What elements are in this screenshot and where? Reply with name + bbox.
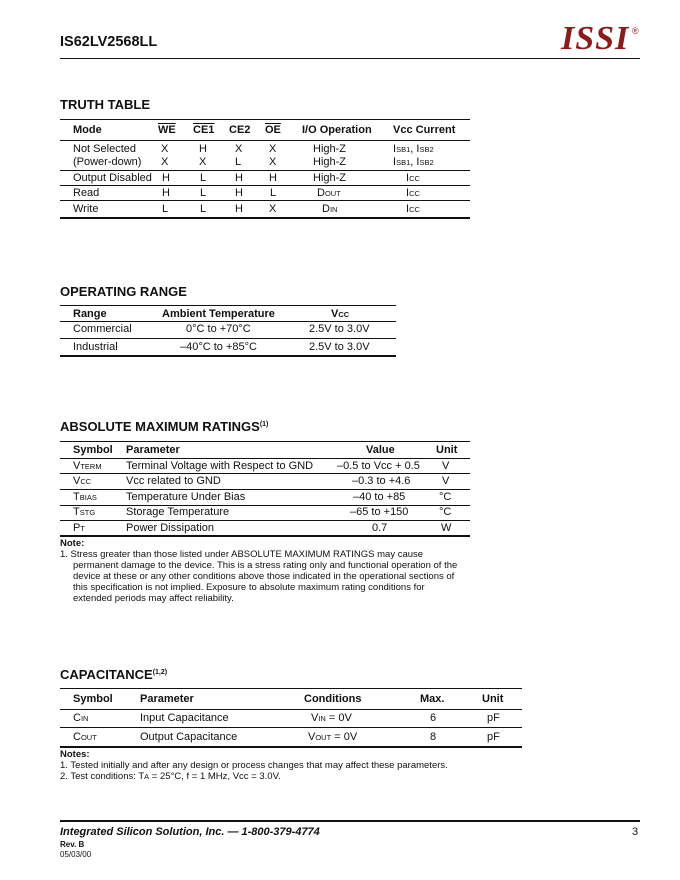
table-rule [60,489,470,490]
cell-value: –0.5 to Vcc + 0.5 [337,460,420,472]
cell-conditions: VOUT = 0V [308,731,358,743]
th-ce1: CE1 [193,124,215,136]
th-symbol: Symbol [73,693,113,705]
cell-io: DOUT [317,187,341,199]
cell-unit: W [441,522,452,534]
footer-revision: Rev. B [60,840,85,849]
table-rule [60,217,470,219]
cell-ce2: H [235,187,243,199]
table-rule [60,170,470,171]
table-rule [60,355,396,357]
cell-symbol: CIN [73,712,89,724]
cell-we: H [162,187,170,199]
cell-vcc: ICC [406,172,420,184]
cell-conditions: VIN = 0V [311,712,352,724]
cell-max: 8 [430,731,437,743]
cell-parameter: Storage Temperature [126,506,230,518]
cell-oe: H [269,172,277,184]
footer-date: 05/03/00 [60,850,92,859]
abs-max-note-label: Note: [60,538,85,549]
cell-value: 0.7 [372,522,388,534]
th-conditions: Conditions [304,693,362,705]
cell-io: DIN [322,203,338,215]
cell-ce2: X [235,143,243,155]
cell-ce1: H [199,143,207,155]
cell-oe: L [270,187,277,199]
cell-mode: (Power-down) [73,156,142,168]
cell-symbol: PT [73,522,85,534]
cell-max: 6 [430,712,437,724]
cell-io: High-Z [313,143,347,155]
cell-we: H [162,172,170,184]
cell-parameter: Temperature Under Bias [126,491,246,503]
operating-range-title: OPERATING RANGE [60,284,187,299]
cell-vcc: ISB1, ISB2 [393,156,434,168]
cell-temperature: 0°C to +70°C [186,323,251,335]
cell-oe: X [269,156,277,168]
table-rule [60,746,522,748]
cell-parameter: Vcc related to GND [126,475,221,487]
th-value: Value [366,444,395,456]
th-we: $\overline{WE}$ [158,124,176,136]
th-vcc: VCC [331,308,350,320]
th-vcc: Vcc Current [393,124,456,136]
registered-mark: ® [632,26,639,36]
cell-unit: V [442,460,450,472]
footer-company: Integrated Silicon Solution, Inc. — 1-800-379-4774 [60,826,320,838]
cell-we: L [162,203,169,215]
capacitance-note-2: 2. Test conditions: TA = 25°C, f = 1 MHz, Vcc = 3.0V. [60,771,281,782]
cell-mode: Output Disabled [73,172,152,184]
table-rule [60,338,396,339]
cell-ce1: L [200,172,207,184]
cell-vcc: ICC [406,187,420,199]
cell-oe: X [269,203,277,215]
issi-logo: ISSI [561,20,630,57]
table-rule [60,473,470,474]
cell-value: –40 to +85 [353,491,406,503]
cell-parameter: Power Dissipation [126,522,215,534]
cell-unit: V [442,475,450,487]
cell-symbol: TBIAS [73,491,97,503]
cell-symbol: COUT [73,731,97,743]
cell-value: –65 to +150 [350,506,409,518]
table-rule [60,140,470,141]
table-rule [60,535,470,537]
cell-vcc: 2.5V to 3.0V [309,341,370,353]
cell-value: –0.3 to +4.6 [352,475,411,487]
th-max: Max. [420,693,445,705]
th-ambient-temperature: Ambient Temperature [162,308,275,320]
cell-ce1: L [200,203,207,215]
capacitance-notes-label: Notes: [60,749,90,760]
cell-range: Industrial [73,341,118,353]
cell-we: X [161,156,169,168]
table-rule [60,458,470,459]
cell-ce2: H [235,172,243,184]
th-unit: Unit [436,444,458,456]
table-rule [60,520,470,521]
cell-ce1: L [200,187,207,199]
table-rule [60,727,522,728]
th-range: Range [73,308,107,320]
cell-parameter: Output Capacitance [140,731,238,743]
cell-vcc: 2.5V to 3.0V [309,323,370,335]
table-rule [60,119,470,120]
abs-max-title: ABSOLUTE MAXIMUM RATINGS$^{(1)}$ [60,419,269,434]
cell-symbol: VCC [73,475,92,487]
capacitance-title: CAPACITANCE$^{(1,2)}$ [60,667,168,682]
cell-parameter: Terminal Voltage with Respect to GND [126,460,314,472]
header-rule [60,58,640,59]
cell-symbol: TSTG [73,506,96,518]
cell-mode: Write [73,203,99,215]
cell-unit: pF [487,712,500,724]
capacitance-note-1: 1. Tested initially and after any design or process changes that may affect these parameters. [60,760,448,771]
page-number: 3 [632,826,639,838]
truth-table-title: TRUTH TABLE [60,97,151,112]
cell-ce2: L [235,156,242,168]
th-parameter: Parameter [140,693,194,705]
cell-unit: °C [439,506,452,518]
abs-max-note-line: device at these or any other conditions above those indicated in the operational sections of [73,571,455,582]
cell-ce2: H [235,203,243,215]
part-number: IS62LV2568LL [60,34,158,50]
table-rule [60,709,522,710]
table-rule [60,505,470,506]
table-rule [60,305,396,306]
table-rule [60,441,470,442]
th-unit: Unit [482,693,504,705]
abs-max-note-line: 1. Stress greater than those listed under ABSOLUTE MAXIMUM RATINGS may cause [60,549,424,560]
cell-unit: °C [439,491,452,503]
th-symbol: Symbol [73,444,113,456]
footer-rule [60,820,640,822]
table-rule [60,200,470,201]
abs-max-note-line: extended periods may affect reliability. [73,593,234,604]
table-rule [60,321,396,322]
cell-vcc: ISB1, ISB2 [393,143,434,155]
cell-vcc: ICC [406,203,420,215]
cell-symbol: VTERM [73,460,102,472]
th-parameter: Parameter [126,444,180,456]
th-oe: $\overline{OE}$ [265,124,281,136]
abs-max-note-line: permanent damage to the device. This is a stress rating only and functional operation of the [73,560,458,571]
th-io: I/O Operation [302,124,372,136]
table-rule [60,185,470,186]
th-mode: Mode [73,124,102,136]
cell-unit: pF [487,731,500,743]
abs-max-note-line: this specification is not implied. Exposure to absolute maximum rating conditions for [73,582,425,593]
cell-parameter: Input Capacitance [140,712,229,724]
cell-temperature: –40°C to +85°C [180,341,257,353]
table-rule [60,688,522,689]
cell-we: X [161,143,169,155]
cell-ce1: X [199,156,207,168]
cell-mode: Not Selected [73,143,136,155]
cell-io: High-Z [313,172,347,184]
cell-io: High-Z [313,156,347,168]
th-ce2: CE2 [229,124,251,136]
cell-mode: Read [73,187,100,199]
cell-oe: X [269,143,277,155]
cell-range: Commercial [73,323,132,335]
